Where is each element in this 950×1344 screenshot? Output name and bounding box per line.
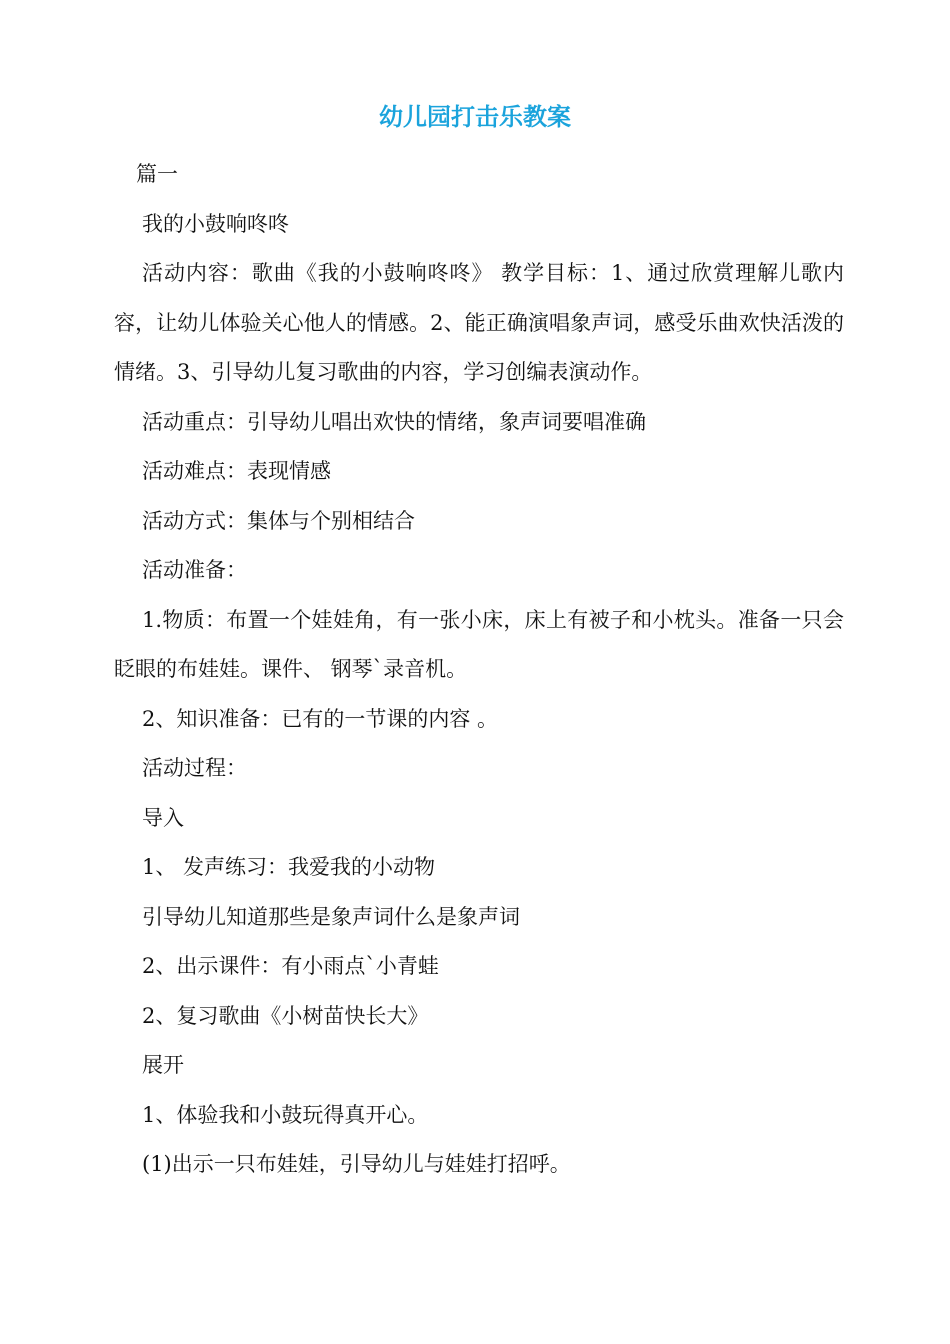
review-song-item: 2、复习歌曲《小树苗快长大》 (142, 1003, 429, 1028)
document-body (114, 150, 844, 1190)
show-courseware-item: 2、出示课件：有小雨点`小青蛙 (142, 954, 439, 978)
material-preparation-paragraph: 1.物质：布置一个娃娃角，有一张小床，床上有被子和小枕头。准备一只会眨眼的布娃娃。课件、 钢琴`录音机。 (114, 607, 844, 681)
activity-content-paragraph: 活动内容：歌曲《我的小鼓响咚咚》 教学目标：1、通过欣赏理解儿歌内容，让幼儿体验关心他人的情感。2、能正确演唱象声词，感受乐曲欢快活泼的情绪。3、引导幼儿复习歌曲的内容，学习创编表演动作。 (114, 261, 844, 384)
section-heading: 篇一 (136, 162, 178, 186)
knowledge-preparation: 2、知识准备：已有的一节课的内容 。 (142, 706, 499, 731)
development-heading: 展开 (142, 1053, 184, 1077)
activity-method: 活动方式：集体与个别相结合 (142, 508, 415, 533)
onomatopoeia-guidance: 引导幼儿知道那些是象声词什么是象声词 (142, 904, 520, 929)
document-title: 幼儿园打击乐教案 (379, 103, 571, 131)
activity-focus: 活动重点：引导幼儿唱出欢快的情绪，象声词要唱准确 (142, 409, 646, 434)
lesson-title: 我的小鼓响咚咚 (142, 211, 289, 236)
activity-process-heading: 活动过程： (142, 756, 247, 780)
doll-greeting-item: (1)出示一只布娃娃，引导幼儿与娃娃打招呼。 (142, 1152, 571, 1176)
activity-preparation-heading: 活动准备： (142, 558, 247, 582)
vocal-practice-item: 1、 发声练习：我爱我的小动物 (142, 855, 436, 879)
introduction-heading: 导入 (142, 805, 184, 830)
drum-experience-item: 1、体验我和小鼓玩得真开心。 (142, 1102, 429, 1127)
activity-difficulty: 活动难点：表现情感 (142, 459, 331, 483)
